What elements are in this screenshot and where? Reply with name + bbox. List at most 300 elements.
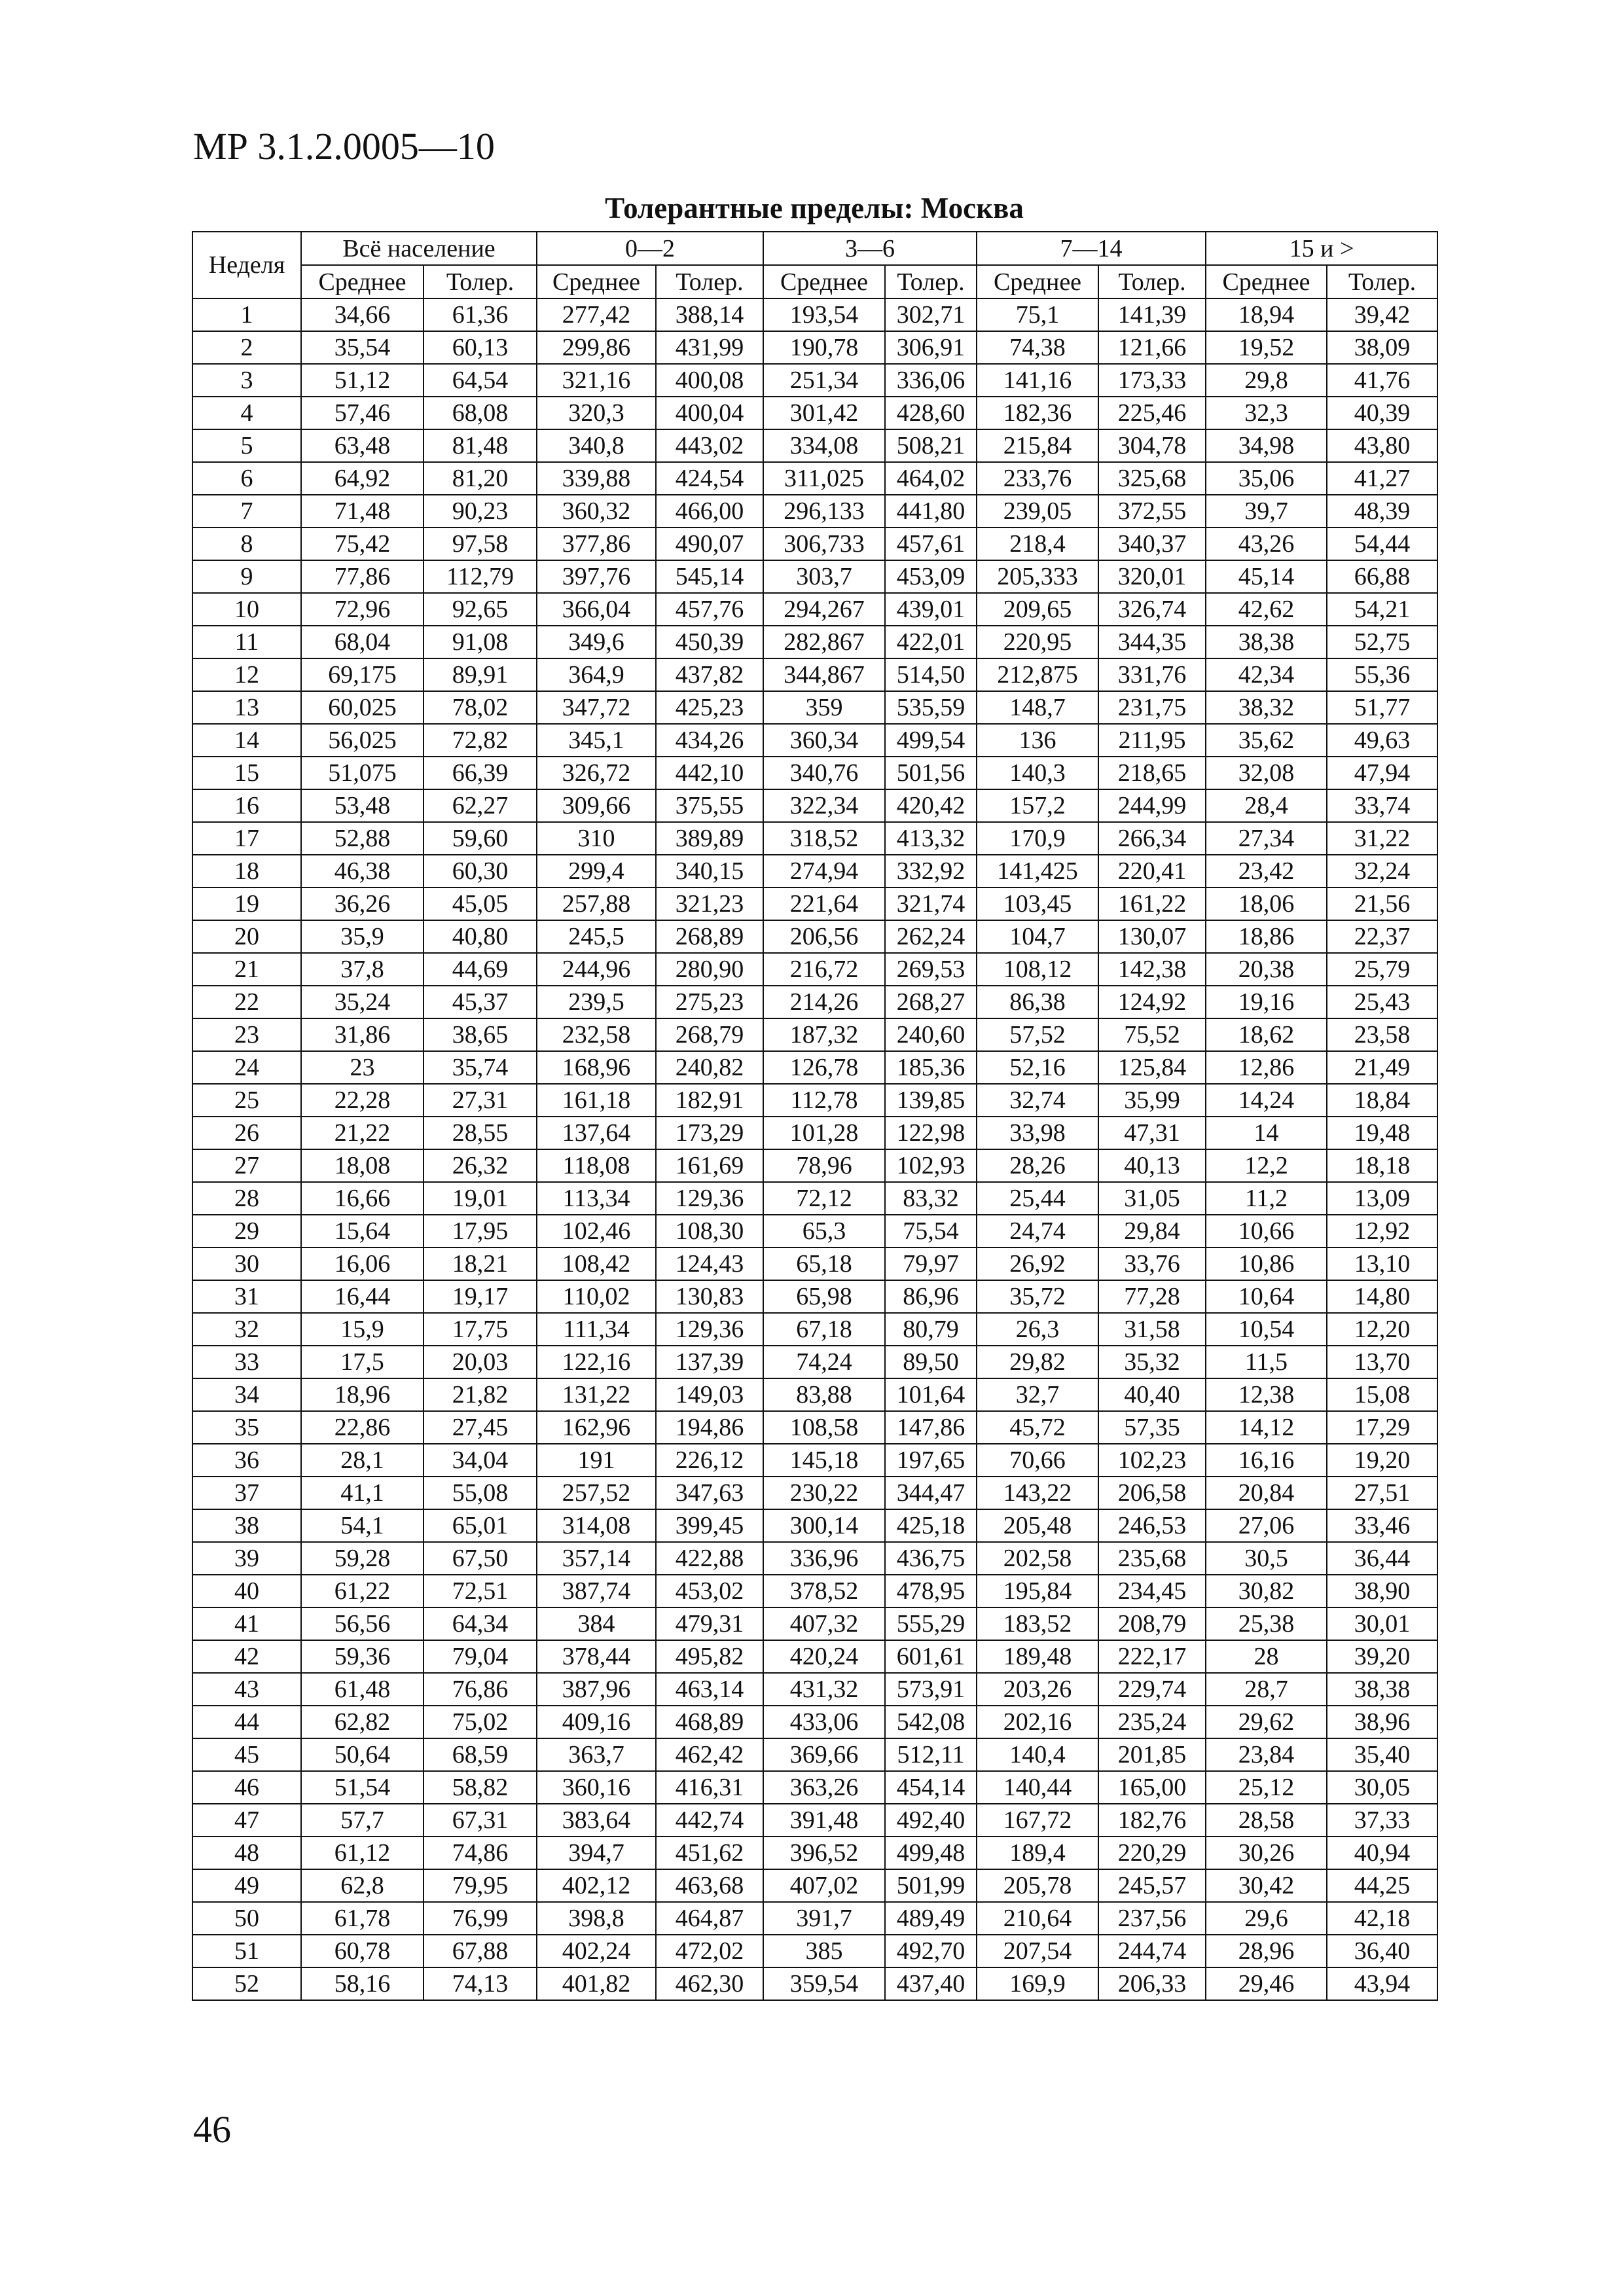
mean-cell: 31,86 [301, 1018, 424, 1051]
tolerance-cell: 38,96 [1327, 1706, 1437, 1738]
tolerance-cell: 54,21 [1327, 593, 1437, 626]
tolerance-cell: 336,06 [885, 364, 977, 397]
tolerance-cell: 112,79 [424, 560, 537, 593]
mean-cell: 35,9 [301, 920, 424, 953]
week-cell: 24 [192, 1051, 301, 1084]
mean-cell: 233,76 [977, 462, 1098, 495]
tolerance-header: Толер. [1098, 265, 1206, 298]
tolerance-cell: 62,27 [424, 789, 537, 822]
tolerance-cell: 34,04 [424, 1444, 537, 1477]
tolerance-cell: 129,36 [656, 1182, 763, 1215]
tolerance-cell: 76,86 [424, 1673, 537, 1706]
week-cell: 7 [192, 495, 301, 528]
week-cell: 6 [192, 462, 301, 495]
tolerance-cell: 77,28 [1098, 1280, 1206, 1313]
tolerance-cell: 57,35 [1098, 1411, 1206, 1444]
mean-cell: 18,94 [1206, 298, 1327, 331]
mean-header: Среднее [977, 265, 1098, 298]
mean-cell: 68,04 [301, 626, 424, 658]
mean-cell: 321,16 [537, 364, 656, 397]
tolerance-cell: 49,63 [1327, 724, 1437, 757]
tolerance-cell: 443,02 [656, 429, 763, 462]
tolerance-cell: 13,09 [1327, 1182, 1437, 1215]
tolerance-cell: 466,00 [656, 495, 763, 528]
mean-cell: 35,54 [301, 331, 424, 364]
group-header: 15 и > [1206, 232, 1437, 265]
mean-cell: 61,22 [301, 1575, 424, 1607]
mean-cell: 299,86 [537, 331, 656, 364]
tolerance-cell: 512,11 [885, 1738, 977, 1771]
mean-cell: 22,28 [301, 1084, 424, 1117]
mean-cell: 12,86 [1206, 1051, 1327, 1084]
tolerance-cell: 420,42 [885, 789, 977, 822]
mean-cell: 104,7 [977, 920, 1098, 953]
tolerance-cell: 479,31 [656, 1607, 763, 1640]
mean-cell: 43,26 [1206, 528, 1327, 560]
tolerance-cell: 499,48 [885, 1837, 977, 1869]
tolerance-cell: 437,40 [885, 1967, 977, 2000]
tolerance-cell: 21,49 [1327, 1051, 1437, 1084]
week-cell: 16 [192, 789, 301, 822]
tolerance-cell: 64,54 [424, 364, 537, 397]
tolerance-cell: 33,74 [1327, 789, 1437, 822]
tolerance-cell: 74,86 [424, 1837, 537, 1869]
week-cell: 12 [192, 658, 301, 691]
tolerance-cell: 78,02 [424, 691, 537, 724]
table-row [192, 397, 1437, 429]
mean-cell: 28 [1206, 1640, 1327, 1673]
tolerance-cell: 108,30 [656, 1215, 763, 1247]
mean-cell: 11,2 [1206, 1182, 1327, 1215]
mean-cell: 58,16 [301, 1967, 424, 2000]
table-row [192, 1378, 1437, 1411]
tolerance-cell: 492,40 [885, 1804, 977, 1837]
mean-cell: 69,175 [301, 658, 424, 691]
mean-cell: 102,46 [537, 1215, 656, 1247]
mean-cell: 170,9 [977, 822, 1098, 855]
mean-cell: 56,56 [301, 1607, 424, 1640]
table-row [192, 1706, 1437, 1738]
week-cell: 42 [192, 1640, 301, 1673]
mean-cell: 26,3 [977, 1313, 1098, 1346]
mean-cell: 360,16 [537, 1771, 656, 1804]
week-cell: 43 [192, 1673, 301, 1706]
week-cell: 4 [192, 397, 301, 429]
mean-cell: 42,62 [1206, 593, 1327, 626]
tolerance-cell: 101,64 [885, 1378, 977, 1411]
mean-cell: 369,66 [763, 1738, 885, 1771]
mean-cell: 407,32 [763, 1607, 885, 1640]
mean-cell: 29,82 [977, 1346, 1098, 1378]
tolerance-cell: 424,54 [656, 462, 763, 495]
mean-cell: 28,4 [1206, 789, 1327, 822]
tolerance-cell: 340,37 [1098, 528, 1206, 560]
table-row [192, 789, 1437, 822]
tolerance-cell: 211,95 [1098, 724, 1206, 757]
tolerance-cell: 139,85 [885, 1084, 977, 1117]
tolerance-cell: 66,88 [1327, 560, 1437, 593]
mean-cell: 202,58 [977, 1542, 1098, 1575]
table-row [192, 495, 1437, 528]
table-row [192, 1215, 1437, 1247]
week-cell: 38 [192, 1509, 301, 1542]
week-cell: 23 [192, 1018, 301, 1051]
mean-cell: 30,42 [1206, 1869, 1327, 1902]
tolerance-cell: 545,14 [656, 560, 763, 593]
mean-cell: 61,78 [301, 1902, 424, 1935]
mean-cell: 161,18 [537, 1084, 656, 1117]
tolerance-cell: 422,88 [656, 1542, 763, 1575]
table-row [192, 560, 1437, 593]
mean-cell: 303,7 [763, 560, 885, 593]
mean-cell: 18,08 [301, 1149, 424, 1182]
mean-cell: 41,1 [301, 1477, 424, 1509]
table-body [192, 298, 1437, 2000]
week-cell: 29 [192, 1215, 301, 1247]
tolerance-cell: 197,65 [885, 1444, 977, 1477]
mean-cell: 294,267 [763, 593, 885, 626]
tolerance-cell: 463,14 [656, 1673, 763, 1706]
mean-cell: 320,3 [537, 397, 656, 429]
mean-cell: 245,5 [537, 920, 656, 953]
mean-cell: 42,34 [1206, 658, 1327, 691]
mean-cell: 140,44 [977, 1771, 1098, 1804]
tolerance-cell: 453,02 [656, 1575, 763, 1607]
mean-cell: 210,64 [977, 1902, 1098, 1935]
mean-cell: 18,96 [301, 1378, 424, 1411]
mean-cell: 61,48 [301, 1673, 424, 1706]
tolerance-cell: 86,96 [885, 1280, 977, 1313]
week-cell: 45 [192, 1738, 301, 1771]
table-row [192, 1673, 1437, 1706]
tolerance-cell: 83,32 [885, 1182, 977, 1215]
tolerance-cell: 468,89 [656, 1706, 763, 1738]
mean-cell: 216,72 [763, 953, 885, 986]
table-row [192, 888, 1437, 920]
tolerance-cell: 13,10 [1327, 1247, 1437, 1280]
tolerance-cell: 320,01 [1098, 560, 1206, 593]
week-cell: 18 [192, 855, 301, 888]
mean-cell: 52,88 [301, 822, 424, 855]
tolerance-cell: 137,39 [656, 1346, 763, 1378]
mean-cell: 26,92 [977, 1247, 1098, 1280]
mean-cell: 140,3 [977, 757, 1098, 789]
mean-cell: 340,8 [537, 429, 656, 462]
mean-cell: 360,32 [537, 495, 656, 528]
tolerance-cell: 124,92 [1098, 986, 1206, 1018]
tolerance-cell: 28,55 [424, 1117, 537, 1149]
mean-cell: 118,08 [537, 1149, 656, 1182]
week-cell: 37 [192, 1477, 301, 1509]
table-row [192, 1869, 1437, 1902]
week-cell: 21 [192, 953, 301, 986]
mean-cell: 25,44 [977, 1182, 1098, 1215]
tolerance-cell: 40,80 [424, 920, 537, 953]
tolerance-cell: 431,99 [656, 331, 763, 364]
tolerance-cell: 40,40 [1098, 1378, 1206, 1411]
tolerance-cell: 19,01 [424, 1182, 537, 1215]
mean-cell: 391,7 [763, 1902, 885, 1935]
mean-cell: 218,4 [977, 528, 1098, 560]
mean-cell: 232,58 [537, 1018, 656, 1051]
mean-cell: 191 [537, 1444, 656, 1477]
mean-cell: 21,22 [301, 1117, 424, 1149]
mean-cell: 169,9 [977, 1967, 1098, 2000]
week-column-header: Неделя [192, 232, 301, 298]
mean-cell: 322,34 [763, 789, 885, 822]
mean-cell: 38,38 [1206, 626, 1327, 658]
table-row [192, 364, 1437, 397]
table-row [192, 1804, 1437, 1837]
page-number: 46 [193, 2108, 231, 2151]
tolerance-cell: 268,79 [656, 1018, 763, 1051]
tolerance-cell: 457,61 [885, 528, 977, 560]
tolerance-cell: 43,80 [1327, 429, 1437, 462]
mean-header: Среднее [763, 265, 885, 298]
tolerance-cell: 44,69 [424, 953, 537, 986]
table-row [192, 691, 1437, 724]
table-row [192, 1640, 1437, 1673]
tolerance-cell: 79,97 [885, 1247, 977, 1280]
subheader-row [192, 265, 1437, 298]
week-cell: 34 [192, 1378, 301, 1411]
tolerance-cell: 59,60 [424, 822, 537, 855]
tolerance-cell: 245,57 [1098, 1869, 1206, 1902]
mean-cell: 18,86 [1206, 920, 1327, 953]
mean-cell: 383,64 [537, 1804, 656, 1837]
tolerance-cell: 344,35 [1098, 626, 1206, 658]
mean-cell: 126,78 [763, 1051, 885, 1084]
mean-cell: 301,42 [763, 397, 885, 429]
mean-cell: 20,38 [1206, 953, 1327, 986]
mean-cell: 251,34 [763, 364, 885, 397]
tolerance-cell: 535,59 [885, 691, 977, 724]
tolerance-cell: 244,99 [1098, 789, 1206, 822]
mean-cell: 37,8 [301, 953, 424, 986]
tolerance-cell: 61,36 [424, 298, 537, 331]
mean-cell: 61,12 [301, 1837, 424, 1869]
mean-cell: 23,84 [1206, 1738, 1327, 1771]
mean-cell: 167,72 [977, 1804, 1098, 1837]
tolerance-cell: 142,38 [1098, 953, 1206, 986]
tolerance-cell: 220,29 [1098, 1837, 1206, 1869]
tolerance-cell: 173,33 [1098, 364, 1206, 397]
mean-cell: 27,34 [1206, 822, 1327, 855]
tolerance-cell: 47,31 [1098, 1117, 1206, 1149]
table-row [192, 528, 1437, 560]
tolerance-cell: 240,82 [656, 1051, 763, 1084]
tolerance-cell: 22,37 [1327, 920, 1437, 953]
mean-cell: 11,5 [1206, 1346, 1327, 1378]
tolerance-cell: 422,01 [885, 626, 977, 658]
mean-cell: 108,42 [537, 1247, 656, 1280]
mean-cell: 112,78 [763, 1084, 885, 1117]
mean-cell: 62,82 [301, 1706, 424, 1738]
mean-header: Среднее [537, 265, 656, 298]
tolerance-cell: 130,83 [656, 1280, 763, 1313]
tolerance-cell: 21,56 [1327, 888, 1437, 920]
mean-cell: 168,96 [537, 1051, 656, 1084]
tolerance-cell: 601,61 [885, 1640, 977, 1673]
mean-cell: 310 [537, 822, 656, 855]
table-row [192, 1935, 1437, 1967]
tolerance-cell: 18,84 [1327, 1084, 1437, 1117]
week-cell: 35 [192, 1411, 301, 1444]
mean-cell: 32,74 [977, 1084, 1098, 1117]
mean-cell: 145,18 [763, 1444, 885, 1477]
tolerance-cell: 437,82 [656, 658, 763, 691]
tolerance-cell: 89,50 [885, 1346, 977, 1378]
mean-cell: 220,95 [977, 626, 1098, 658]
tolerance-cell: 457,76 [656, 593, 763, 626]
mean-cell: 157,2 [977, 789, 1098, 822]
tolerance-cell: 442,74 [656, 1804, 763, 1837]
table-row [192, 593, 1437, 626]
mean-cell: 65,18 [763, 1247, 885, 1280]
tolerance-cell: 573,91 [885, 1673, 977, 1706]
mean-cell: 35,24 [301, 986, 424, 1018]
mean-cell: 86,38 [977, 986, 1098, 1018]
tolerance-cell: 266,34 [1098, 822, 1206, 855]
tolerance-cell: 222,17 [1098, 1640, 1206, 1673]
mean-cell: 387,74 [537, 1575, 656, 1607]
tolerance-cell: 65,01 [424, 1509, 537, 1542]
tolerance-cell: 514,50 [885, 658, 977, 691]
tolerance-cell: 464,02 [885, 462, 977, 495]
tolerance-cell: 60,30 [424, 855, 537, 888]
mean-cell: 363,26 [763, 1771, 885, 1804]
mean-cell: 77,86 [301, 560, 424, 593]
week-cell: 30 [192, 1247, 301, 1280]
mean-cell: 60,78 [301, 1935, 424, 1967]
tolerance-cell: 12,92 [1327, 1215, 1437, 1247]
group-header: 3—6 [763, 232, 977, 265]
tolerance-cell: 428,60 [885, 397, 977, 429]
mean-cell: 148,7 [977, 691, 1098, 724]
tolerance-header: Толер. [424, 265, 537, 298]
week-cell: 50 [192, 1902, 301, 1935]
week-cell: 8 [192, 528, 301, 560]
mean-cell: 62,8 [301, 1869, 424, 1902]
tolerance-cell: 38,65 [424, 1018, 537, 1051]
mean-cell: 407,02 [763, 1869, 885, 1902]
mean-cell: 75,1 [977, 298, 1098, 331]
mean-cell: 74,38 [977, 331, 1098, 364]
mean-cell: 398,8 [537, 1902, 656, 1935]
tolerance-cell: 425,23 [656, 691, 763, 724]
table-row [192, 1247, 1437, 1280]
tolerance-cell: 306,91 [885, 331, 977, 364]
tolerance-cell: 495,82 [656, 1640, 763, 1673]
mean-cell: 51,075 [301, 757, 424, 789]
mean-header: Среднее [1206, 265, 1327, 298]
tolerance-cell: 235,68 [1098, 1542, 1206, 1575]
tolerance-cell: 472,02 [656, 1935, 763, 1967]
group-header: Всё население [301, 232, 537, 265]
group-header: 7—14 [977, 232, 1206, 265]
mean-cell: 187,32 [763, 1018, 885, 1051]
tolerance-cell: 18,18 [1327, 1149, 1437, 1182]
mean-cell: 141,425 [977, 855, 1098, 888]
tolerance-cell: 54,44 [1327, 528, 1437, 560]
mean-cell: 28,1 [301, 1444, 424, 1477]
tolerance-cell: 39,42 [1327, 298, 1437, 331]
tolerance-cell: 17,95 [424, 1215, 537, 1247]
tolerance-cell: 125,84 [1098, 1051, 1206, 1084]
tolerance-cell: 321,74 [885, 888, 977, 920]
mean-cell: 334,08 [763, 429, 885, 462]
mean-cell: 78,96 [763, 1149, 885, 1182]
tolerance-cell: 231,75 [1098, 691, 1206, 724]
mean-cell: 214,26 [763, 986, 885, 1018]
tolerance-cell: 31,05 [1098, 1182, 1206, 1215]
mean-cell: 28,58 [1206, 1804, 1327, 1837]
mean-cell: 83,88 [763, 1378, 885, 1411]
mean-cell: 359,54 [763, 1967, 885, 2000]
mean-cell: 391,48 [763, 1804, 885, 1837]
mean-cell: 205,48 [977, 1509, 1098, 1542]
tolerance-cell: 40,94 [1327, 1837, 1437, 1869]
table-row [192, 1477, 1437, 1509]
table-row [192, 1902, 1437, 1935]
tolerance-cell: 246,53 [1098, 1509, 1206, 1542]
table-title: Толерантные пределы: Москва [605, 192, 1024, 224]
mean-cell: 377,86 [537, 528, 656, 560]
tolerance-cell: 206,33 [1098, 1967, 1206, 2000]
mean-cell: 57,7 [301, 1804, 424, 1837]
mean-cell: 36,26 [301, 888, 424, 920]
tolerance-cell: 89,91 [424, 658, 537, 691]
mean-cell: 230,22 [763, 1477, 885, 1509]
mean-cell: 206,56 [763, 920, 885, 953]
mean-cell: 19,16 [1206, 986, 1327, 1018]
mean-cell: 363,7 [537, 1738, 656, 1771]
tolerance-cell: 43,94 [1327, 1967, 1437, 2000]
tolerance-cell: 499,54 [885, 724, 977, 757]
tolerance-cell: 67,50 [424, 1542, 537, 1575]
table-row [192, 1771, 1437, 1804]
mean-cell: 24,74 [977, 1215, 1098, 1247]
tolerance-cell: 425,18 [885, 1509, 977, 1542]
tolerance-cell: 55,08 [424, 1477, 537, 1509]
tolerance-cell: 234,45 [1098, 1575, 1206, 1607]
mean-cell: 32,08 [1206, 757, 1327, 789]
table-row [192, 1738, 1437, 1771]
tolerance-cell: 12,20 [1327, 1313, 1437, 1346]
tolerance-cell: 129,36 [656, 1313, 763, 1346]
tolerance-cell: 161,69 [656, 1149, 763, 1182]
table-row [192, 757, 1437, 789]
mean-cell: 103,45 [977, 888, 1098, 920]
tolerance-cell: 451,62 [656, 1837, 763, 1869]
tolerance-cell: 122,98 [885, 1117, 977, 1149]
mean-cell: 137,64 [537, 1117, 656, 1149]
week-cell: 33 [192, 1346, 301, 1378]
tolerance-cell: 344,47 [885, 1477, 977, 1509]
week-cell: 36 [192, 1444, 301, 1477]
mean-cell: 75,42 [301, 528, 424, 560]
mean-cell: 433,06 [763, 1706, 885, 1738]
mean-cell: 306,733 [763, 528, 885, 560]
week-cell: 41 [192, 1607, 301, 1640]
tolerance-cell: 490,07 [656, 528, 763, 560]
mean-cell: 16,44 [301, 1280, 424, 1313]
week-cell: 9 [192, 560, 301, 593]
week-cell: 26 [192, 1117, 301, 1149]
mean-cell: 30,82 [1206, 1575, 1327, 1607]
mean-cell: 189,48 [977, 1640, 1098, 1673]
tolerance-cell: 47,94 [1327, 757, 1437, 789]
